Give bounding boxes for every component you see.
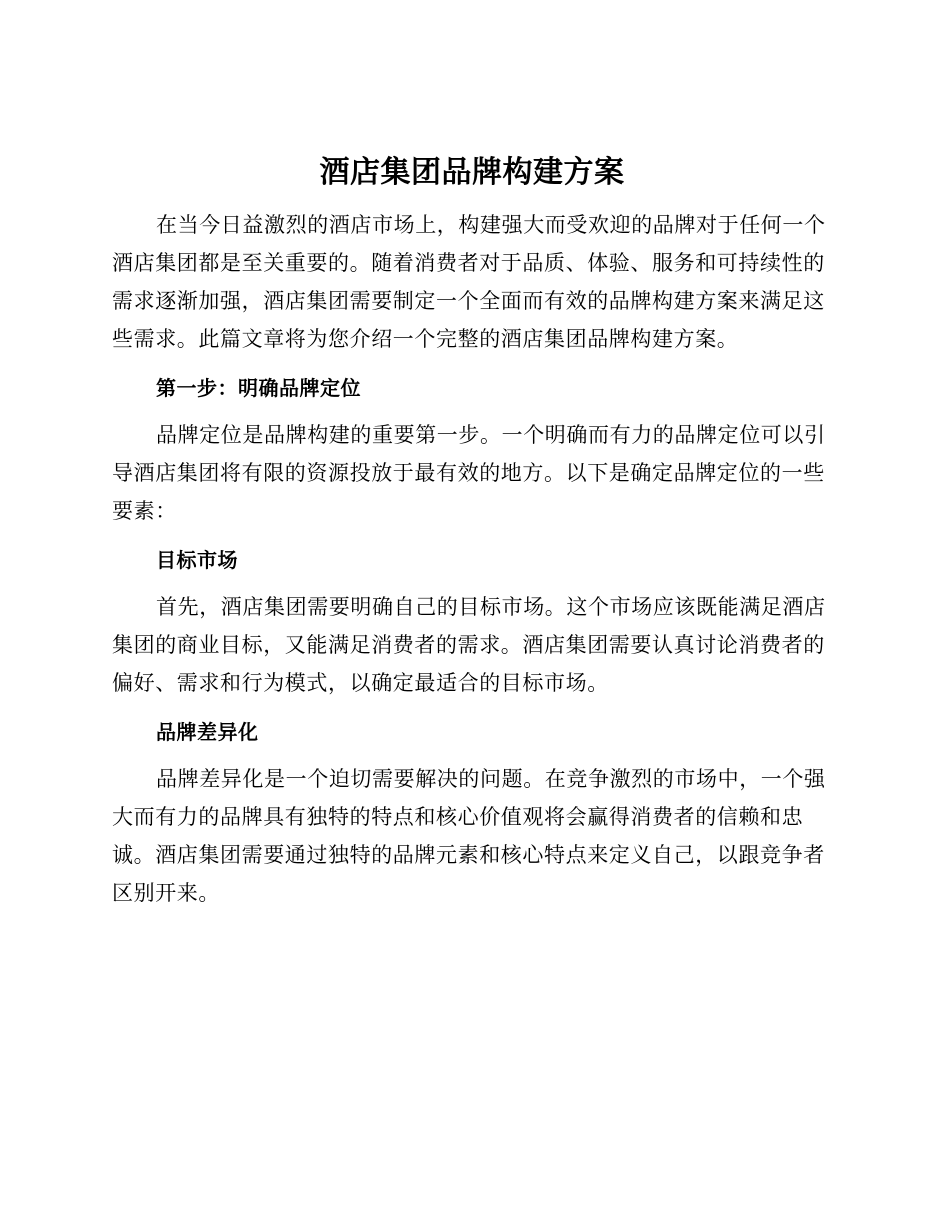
- target-market-heading: 目标市场: [156, 548, 238, 572]
- step1-paragraph: 品牌定位是品牌构建的重要第一步。一个明确而有力的品牌定位可以引导酒店集团将有限的资源投放于最有效的地方。以下是确定品牌定位的一些要素：: [112, 423, 826, 523]
- differentiation-heading: 品牌差异化: [156, 720, 259, 744]
- target-market-paragraph: 首先，酒店集团需要明确自己的目标市场。这个市场应该既能满足酒店集团的商业目标，又能满足消费者的需求。酒店集团需要认真讨论消费者的偏好、需求和行为模式，以确定最适合的目标市场。: [112, 595, 826, 695]
- step1-heading: 第一步：明确品牌定位: [156, 376, 361, 400]
- document-page: [112, 150, 832, 922]
- intro-paragraph: 在当今日益激烈的酒店市场上，构建强大而受欢迎的品牌对于任何一个酒店集团都是至关重要的。随着消费者对于品质、体验、服务和可持续性的需求逐渐加强，酒店集团需要制定一个全面而有效的品牌构建方案来满足这些需求。此篇文章将为您介绍一个完整的酒店集团品牌构建方案。: [112, 213, 826, 351]
- differentiation-paragraph: 品牌差异化是一个迫切需要解决的问题。在竞争激烈的市场中，一个强大而有力的品牌具有独特的特点和核心价值观将会赢得消费者的信赖和忠诚。酒店集团需要通过独特的品牌元素和核心特点来定义自己，以跟竞争者区别开来。: [112, 767, 826, 905]
- document-title: 酒店集团品牌构建方案: [319, 155, 625, 190]
